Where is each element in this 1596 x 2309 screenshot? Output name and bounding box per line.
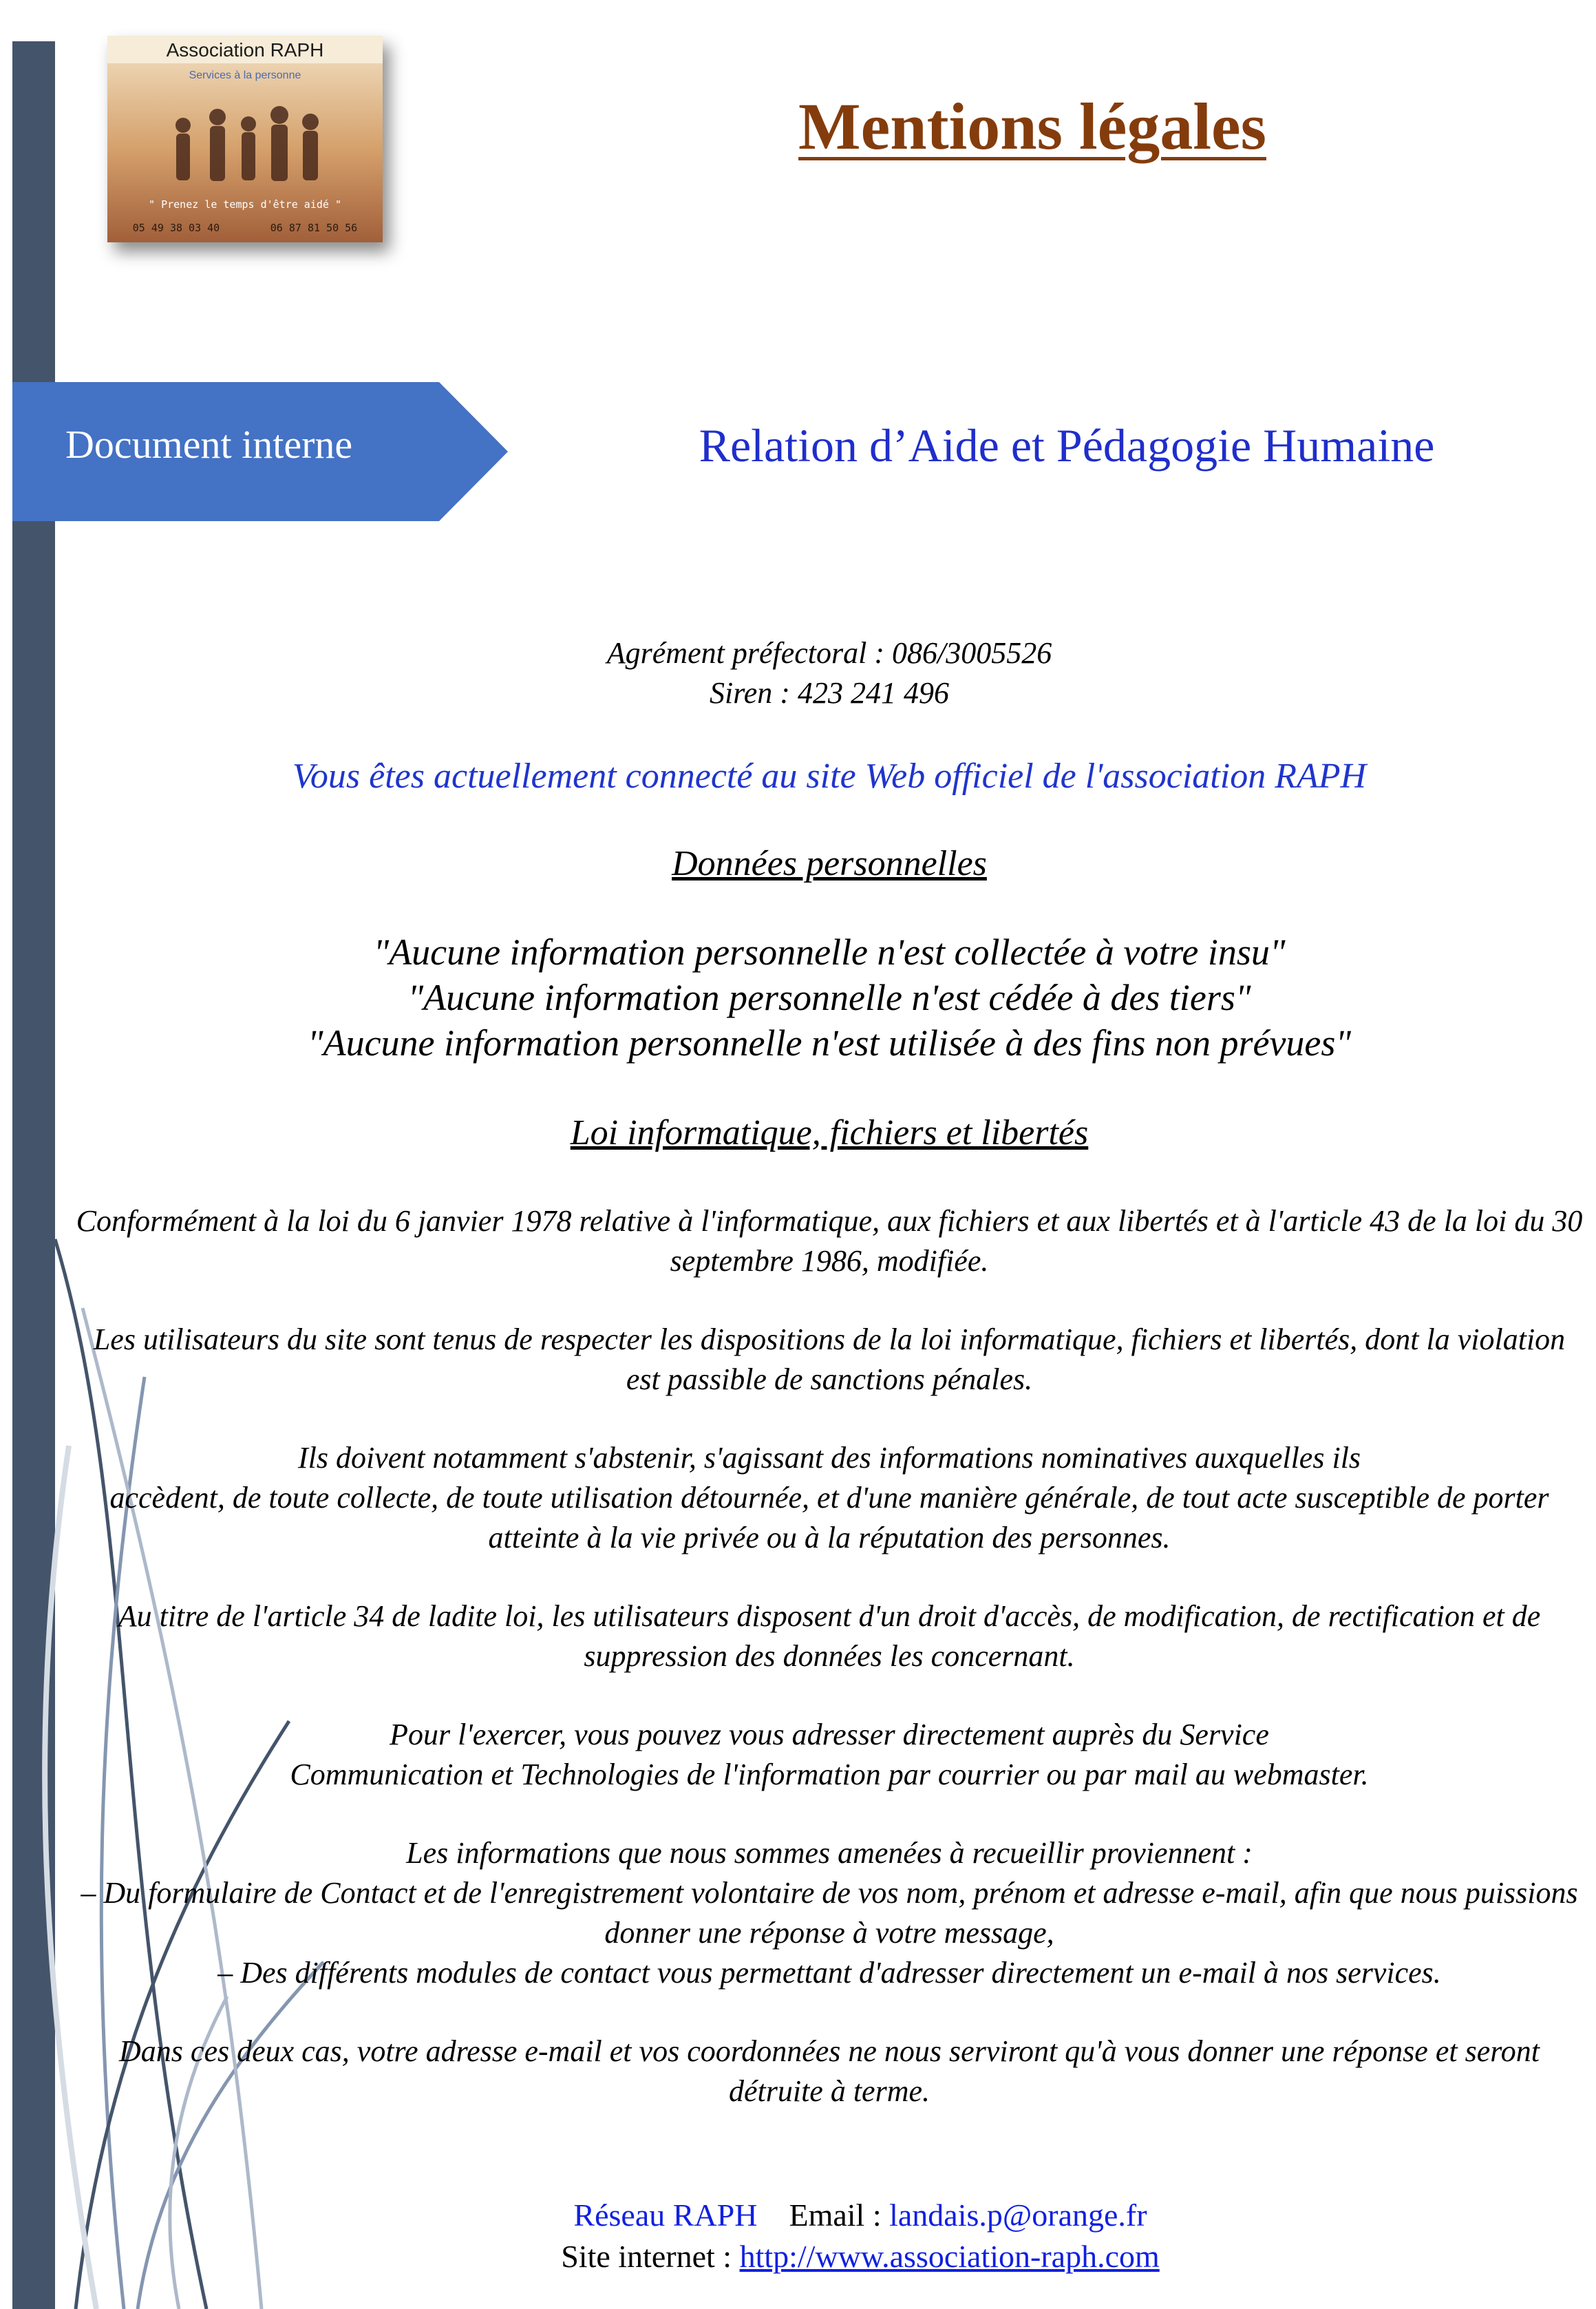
page-title: Mentions légales xyxy=(798,89,1266,163)
logo-phone-2: 06 87 81 50 56 xyxy=(270,222,358,234)
legal-content xyxy=(76,633,1583,2111)
law-paragraph-5-line-1: Pour l'exercer, vous pouvez vous adresser directement auprès du Service xyxy=(390,1718,1269,1751)
law-paragraph-7: Dans ces deux cas, votre adresse e-mail et vos coordonnées ne nous serviront qu'à vous donner une réponse et seront détruite à terme. xyxy=(119,2034,1540,2108)
law-paragraph-3 xyxy=(76,1438,1583,1558)
info-source-item: – Des différents modules de contact vous permettant d'adresser directement un e-mail à nos services. xyxy=(217,1956,1441,1990)
footer-line-1 xyxy=(447,2195,1273,2236)
footer-line-2 xyxy=(447,2236,1273,2277)
law-paragraph-5 xyxy=(76,1715,1583,1795)
site-label: Site internet : xyxy=(561,2239,732,2274)
info-sources-intro: Les informations que nous sommes amenées à recueillir proviennent : xyxy=(406,1836,1253,1870)
network-name: Réseau RAPH xyxy=(573,2197,758,2233)
quote-line: "Aucune information personnelle n'est cédée à des tiers" xyxy=(407,977,1251,1018)
law-paragraph-3-line-1: Ils doivent notamment s'abstenir, s'agissant des informations nominatives auxquelles ils xyxy=(297,1441,1361,1475)
law-paragraph-3-line-2: accèdent, de toute collecte, de toute utilisation détournée, et d'une manière générale, de tout acte susceptible de porter atteinte à la vie privée ou à la réputation des personnes. xyxy=(109,1481,1549,1554)
banner-label: Document interne xyxy=(65,422,353,467)
law-heading: Loi informatique, fichiers et libertés xyxy=(570,1113,1089,1152)
association-logo xyxy=(107,36,383,242)
quote-line: "Aucune information personnelle n'est collectée à votre insu" xyxy=(373,931,1286,973)
law-paragraph-4: Au titre de l'article 34 de ladite loi, les utilisateurs disposent d'un droit d'accès, de modification, de rectification et de suppression des données les concernant. xyxy=(118,1599,1541,1673)
logo-slogan: " Prenez le temps d'être aidé " xyxy=(149,198,341,211)
association-subtitle: Relation d’Aide et Pédagogie Humaine xyxy=(699,419,1435,472)
logo-phone-1: 05 49 38 03 40 xyxy=(132,222,220,234)
personal-data-heading: Données personnelles xyxy=(672,844,987,883)
footer xyxy=(447,2195,1273,2277)
law-paragraph-2: Les utilisateurs du site sont tenus de respecter les dispositions de la loi informatique, fichiers et libertés, dont la violation est passible de sanctions pénales. xyxy=(93,1322,1566,1396)
logo-title: Association RAPH xyxy=(166,39,324,61)
email-link[interactable]: landais.p@orange.fr xyxy=(889,2197,1147,2233)
law-paragraph-5-line-2: Communication et Technologies de l'information par courrier ou par mail au webmaster. xyxy=(290,1758,1369,1791)
email-label: Email : xyxy=(789,2197,882,2233)
agrement-text: Agrément préfectoral : 086/3005526 xyxy=(606,636,1052,670)
connected-notice: Vous êtes actuellement connecté au site Web officiel de l'association RAPH xyxy=(292,757,1367,796)
personal-data-quotes xyxy=(76,929,1583,1066)
info-source-item: – Du formulaire de Contact et de l'enregistrement volontaire de vos nom, prénom et adresse e-mail, afin que nous puissions donner une réponse à votre message, xyxy=(81,1876,1578,1950)
logo-subtitle: Services à la personne xyxy=(189,70,301,81)
quote-line: "Aucune information personnelle n'est utilisée à des fins non prévues" xyxy=(307,1022,1352,1064)
law-paragraph-1: Conformément à la loi du 6 janvier 1978 relative à l'informatique, aux fichiers et aux libertés et à l'article 43 de la loi du 30 septembre 1986, modifiée. xyxy=(76,1204,1583,1278)
site-link[interactable]: http://www.association-raph.com xyxy=(739,2239,1160,2274)
siren-text: Siren : 423 241 496 xyxy=(710,676,949,710)
law-paragraph-6 xyxy=(76,1833,1583,1993)
